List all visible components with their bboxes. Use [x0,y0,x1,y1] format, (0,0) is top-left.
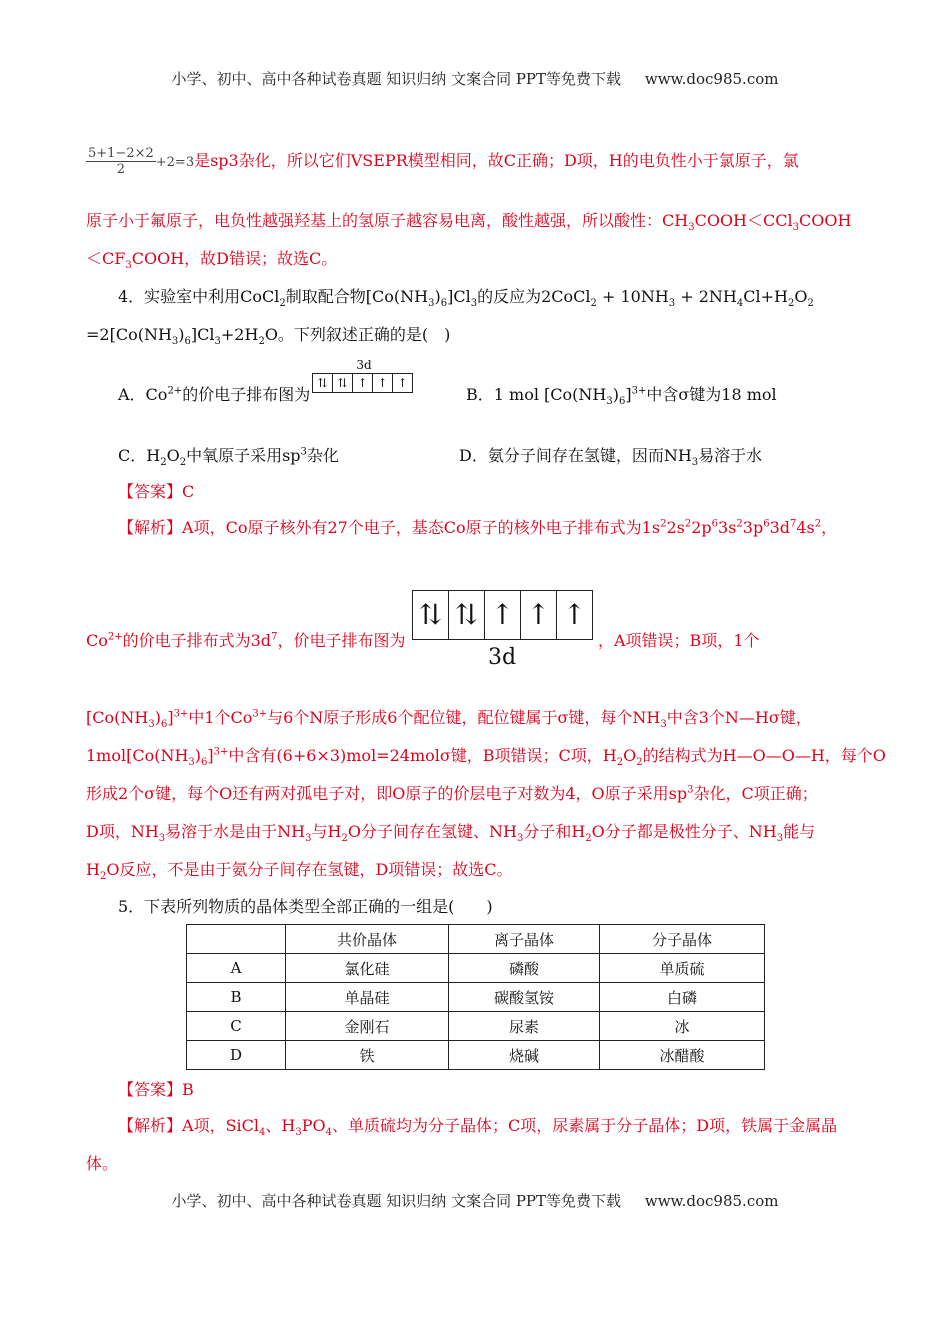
small-orbital-label: 3d [356,358,372,372]
q4-explanation-line-2a: $Co^{2+}$的价电子排布式为$3d^7$，价电子排布图为 [86,631,406,650]
up-arrow-icon: ↑ [353,374,373,392]
q4-option-b: B．1 mol $[Co(NH_3)_6]^{3+}$中含σ键为18 mol [466,385,777,408]
up-arrow-icon: ↑ [562,598,587,631]
q5-explanation-line-2: 体。 [86,1154,119,1173]
q4-explanation-line-5: 形成2个σ键，每个O还有两对孤电子对，即O原子的价层电子对数为4，O原子采用$sp^3$杂化，C项正确； [86,784,818,803]
page-header: 小学、初中、高中各种试卷真题 知识归纳 文案合同 PPT等免费下载 www.doc985.com [171,70,779,88]
large-orbital-label: 3d [487,645,517,670]
q4-stem-line-2: $=2[Co(NH_3)_6]Cl_3+2H_2O$。下列叙述正确的是( ) [86,325,451,348]
small-orbital-diagram [312,358,416,393]
q4-explanation-line-6: D项，$NH_3$易溶于水是由于$NH_3$与$H_2O$分子间存在氢键、$NH_3$分子和$H_2O$分子都是极性分子、$NH_3$能与 [86,822,816,845]
q4-explanation-line-3: $[Co(NH_3)_6]^{3+}$中1个$Co^{3+}$与6个N原子形成6个配位键，配位键属于σ键，每个$NH_3$中含3个N—Hσ键， [86,708,812,731]
up-arrow-icon: ↑ [485,591,521,639]
q4-option-d: D．氨分子间存在氢键，因而$NH_3$易溶于水 [459,446,763,469]
intro-line-3: $<CF_3COOH$，故D错误；故选C。 [86,249,338,272]
updown-arrow-icon: ⇅ [333,374,353,392]
q4-explanation-line-2b: ，A项错误；B项，1个 [598,631,760,650]
intro-line-2: 原子小于氟原子，电负性越强羟基上的氢原子越容易电离，酸性越强，所以酸性：$CH_3COOH<CCl_3COOH$ [86,211,852,234]
q4-stem-line-1: 4．实验室中利用CoCl$_2$制取配合物$[Co(NH_3)_6]Cl_3$的反应为2CoCl$_2$ + $10NH_3 + 2NH_4Cl+H_2O_2$ [118,287,814,310]
q4-answer: 【答案】C [118,482,195,501]
q4-explanation-line-4: $1mol[Co(NH_3)_6]^{3+}$中含有(6+6×3)mol=24molσ键，B项错误；C项，$H_2O_2$的结构式为H—O—O—H，每个O [86,746,886,769]
q5-answer: 【答案】B [118,1080,194,1099]
updown-arrow-icon: ⇅ [313,374,333,392]
q4-option-a: A．$Co^{2+}$的价电子排布图为 [118,385,311,404]
header-site[interactable]: www.doc985.com [644,70,779,88]
crystal-type-table [186,924,765,1070]
q4-explanation-line-1: 【解析】A项，Co原子核外有27个电子，基态Co原子的核外电子排布式为$1s^22s^22p^63s^23p^63d^74s^2$， [118,518,838,537]
table-row: B 单晶硅 碳酸氢铵 白磷 [187,983,765,1012]
up-arrow-icon: ↑ [373,374,393,392]
page-footer: 小学、初中、高中各种试卷真题 知识归纳 文案合同 PPT等免费下载 www.doc985.com [171,1192,779,1210]
up-arrow-icon: ↑ [397,375,408,390]
table-row: D 铁 烧碱 冰醋酸 [187,1041,765,1070]
table-row: A 氯化硅 磷酸 单质硫 [187,954,765,983]
fraction: $\frac{5+1-2\times 2}{2}$ [88,146,154,177]
q4-explanation-line-7: $H_2O$反应，不是由于氨分子间存在氢键，D项错误；故选C。 [86,860,513,883]
footer-site[interactable]: www.doc985.com [644,1192,779,1210]
q5-explanation-line-1: 【解析】A项，SiCl$_4$、$H_3PO_4$、单质硫均为分子晶体；C项，尿素属于分子晶体；D项，铁属于金属晶 [118,1116,838,1139]
large-orbital-diagram [412,590,592,672]
q4-option-c: C．$H_2O_2$中氧原子采用$sp^3$杂化 [118,446,339,469]
updown-arrow-icon: ⇅ [449,591,485,639]
q5-stem: 5．下表所列物质的晶体类型全部正确的一组是( ) [118,897,493,916]
table-row: C 金刚石 尿素 冰 [187,1012,765,1041]
up-arrow-icon: ↑ [521,591,557,639]
updown-arrow-icon: ⇅ [413,591,449,639]
table-header-row: 共价晶体 离子晶体 分子晶体 [187,925,765,954]
intro-line-1: $\frac{5+1-2\times 2}{2}$ +2=3是sp3杂化，所以它们VSEPR模型相同，故C正确；D项，H的电负性小于氯原子，氯 [88,146,799,177]
